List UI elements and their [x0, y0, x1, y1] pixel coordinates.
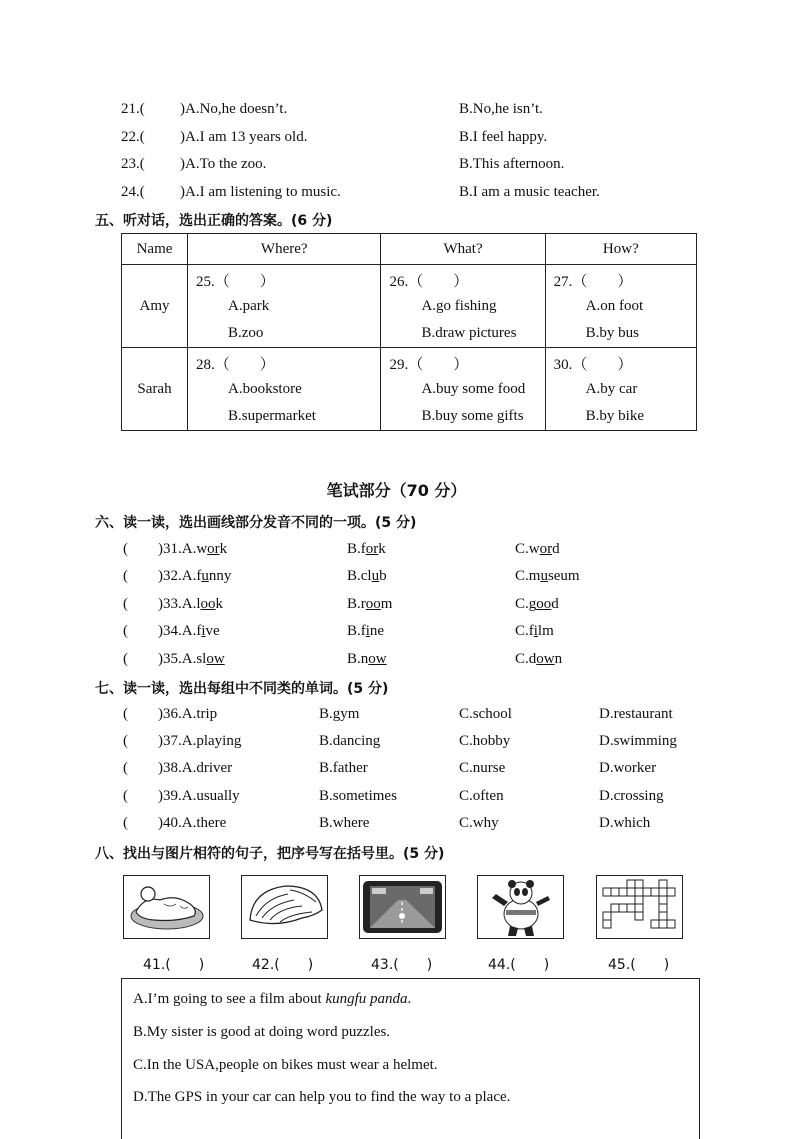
q27-cell — [545, 265, 696, 348]
q39-option-a: )39.A.usually — [158, 788, 240, 804]
q26-num[interactable]: 26.（ ） — [389, 274, 469, 290]
gps-device-icon — [360, 876, 445, 938]
q22-num: 22.( — [121, 129, 145, 145]
q25-option-b: B.zoo — [228, 325, 264, 341]
header-what: What? — [381, 234, 545, 265]
q39-option-d: D.crossing — [599, 788, 664, 804]
q42-caption[interactable]: 42.( ) — [252, 957, 314, 973]
q40-option-c: C.why — [459, 815, 499, 831]
picture-45 — [596, 875, 683, 939]
q31-paren[interactable]: ( — [123, 541, 128, 557]
row-name-sarah: Sarah — [122, 348, 188, 431]
q36-option-b: B.gym — [319, 706, 360, 722]
q35-paren[interactable]: ( — [123, 651, 128, 667]
sentence-c: C.In the USA,people on bikes must wear a helmet. — [133, 1057, 438, 1073]
q23-num: 23.( — [121, 156, 145, 172]
word-puzzle-icon — [597, 876, 682, 938]
sentence-box — [121, 978, 700, 1139]
q30-option-b: B.by bike — [585, 408, 645, 424]
q38-option-a: )38.A.driver — [158, 760, 233, 776]
q43-caption[interactable]: 43.( ) — [371, 957, 433, 973]
q37-option-b: B.dancing — [319, 733, 381, 749]
picture-44 — [477, 875, 564, 939]
q35-option-c: C.down — [515, 651, 563, 667]
header-how: How? — [545, 234, 696, 265]
sentence-a: A.I’m going to see a film about kungfu panda. — [133, 991, 412, 1007]
q34-option-b: B.fine — [347, 623, 385, 639]
q26-option-a: A.go fishing — [421, 298, 497, 314]
q24-num: 24.( — [121, 184, 145, 200]
q25-option-a: A.park — [228, 298, 270, 314]
q38-option-b: B.father — [319, 760, 368, 776]
q41-caption[interactable]: 41.( ) — [143, 957, 205, 973]
q26-option-b: B.draw pictures — [421, 325, 517, 341]
q37-paren[interactable]: ( — [123, 733, 128, 749]
written-part-title: 笔试部分（70 分） — [326, 481, 467, 500]
q30-option-a: A.by car — [585, 381, 638, 397]
q28-num[interactable]: 28.（ ） — [196, 357, 275, 373]
q21-option-b: B.No,he isn’t. — [459, 101, 543, 117]
q35-option-a: )35.A.slow — [158, 651, 225, 667]
q34-option-c: C.film — [515, 623, 554, 639]
q29-num[interactable]: 29.（ ） — [389, 357, 469, 373]
q39-option-c: C.often — [459, 788, 504, 804]
picture-43 — [359, 875, 446, 939]
q37-option-a: )37.A.playing — [158, 733, 242, 749]
q32-option-b: B.club — [347, 568, 387, 584]
q30-num[interactable]: 30.（ ） — [553, 357, 633, 373]
sentence-b: B.My sister is good at doing word puzzles. — [133, 1024, 391, 1040]
q38-paren[interactable]: ( — [123, 760, 128, 776]
q23-option-a: )A.To the zoo. — [180, 156, 267, 172]
q33-paren[interactable]: ( — [123, 596, 128, 612]
q32-paren[interactable]: ( — [123, 568, 128, 584]
q27-num[interactable]: 27.（ ） — [553, 274, 633, 290]
q22-option-a: )A.I am 13 years old. — [180, 129, 308, 145]
q24-option-b: B.I am a music teacher. — [459, 184, 600, 200]
bike-helmet-icon — [242, 876, 327, 938]
q29-option-b: B.buy some gifts — [421, 408, 524, 424]
q40-option-d: D.which — [599, 815, 651, 831]
q35-option-b: B.now — [347, 651, 387, 667]
q25-cell — [188, 265, 381, 348]
q36-option-d: D.restaurant — [599, 706, 673, 722]
q28-option-b: B.supermarket — [228, 408, 316, 424]
header-name: Name — [122, 234, 188, 265]
q21-option-a: )A.No,he doesn’t. — [180, 101, 288, 117]
picture-41 — [123, 875, 210, 939]
header-where: Where? — [188, 234, 381, 265]
listening-table — [121, 233, 697, 431]
q24-option-a: )A.I am listening to music. — [180, 184, 341, 200]
q28-cell — [188, 348, 381, 431]
q36-option-a: )36.A.trip — [158, 706, 218, 722]
q36-option-c: C.school — [459, 706, 512, 722]
q37-option-d: D.swimming — [599, 733, 677, 749]
q34-option-a: )34.A.five — [158, 623, 220, 639]
section7-heading: 七、读一读，选出每组中不同类的单词。(5 分) — [95, 681, 389, 697]
q38-option-d: D.worker — [599, 760, 657, 776]
q45-caption[interactable]: 45.( ) — [608, 957, 670, 973]
kungfu-panda-icon — [478, 876, 563, 938]
q36-paren[interactable]: ( — [123, 706, 128, 722]
q44-caption[interactable]: 44.( ) — [488, 957, 550, 973]
q31-option-a: )31.A.work — [158, 541, 228, 557]
q31-option-b: B.fork — [347, 541, 386, 557]
q33-option-a: )33.A.look — [158, 596, 223, 612]
q25-num[interactable]: 25.（ ） — [196, 274, 275, 290]
q39-option-b: B.sometimes — [319, 788, 397, 804]
q29-option-a: A.buy some food — [421, 381, 526, 397]
sentence-d: D.The GPS in your car can help you to find the way to a place. — [133, 1089, 511, 1105]
q23-option-b: B.This afternoon. — [459, 156, 565, 172]
q40-option-a: )40.A.there — [158, 815, 227, 831]
section5-heading: 五、听对话，选出正确的答案。(6 分) — [95, 213, 333, 229]
q34-paren[interactable]: ( — [123, 623, 128, 639]
q32-option-a: )32.A.funny — [158, 568, 232, 584]
q29-cell — [381, 348, 545, 431]
q32-option-c: C.museum — [515, 568, 580, 584]
q38-option-c: C.nurse — [459, 760, 506, 776]
q39-paren[interactable]: ( — [123, 788, 128, 804]
q28-option-a: A.bookstore — [228, 381, 302, 397]
q27-option-a: A.on foot — [585, 298, 644, 314]
section6-heading: 六、读一读，选出画线部分发音不同的一项。(5 分) — [95, 515, 417, 531]
q26-cell — [381, 265, 545, 348]
q31-option-c: C.word — [515, 541, 560, 557]
q21-num: 21.( — [121, 101, 145, 117]
picture-42 — [241, 875, 328, 939]
q27-option-b: B.by bus — [585, 325, 640, 341]
sleeping-person-icon — [124, 876, 209, 938]
q40-paren[interactable]: ( — [123, 815, 128, 831]
q33-option-b: B.room — [347, 596, 393, 612]
q22-option-b: B.I feel happy. — [459, 129, 548, 145]
q33-option-c: C.good — [515, 596, 559, 612]
row-name-amy: Amy — [122, 265, 188, 348]
section8-heading: 八、找出与图片相符的句子，把序号写在括号里。(5 分) — [95, 846, 445, 862]
q30-cell — [545, 348, 696, 431]
q40-option-b: B.where — [319, 815, 370, 831]
q37-option-c: C.hobby — [459, 733, 511, 749]
